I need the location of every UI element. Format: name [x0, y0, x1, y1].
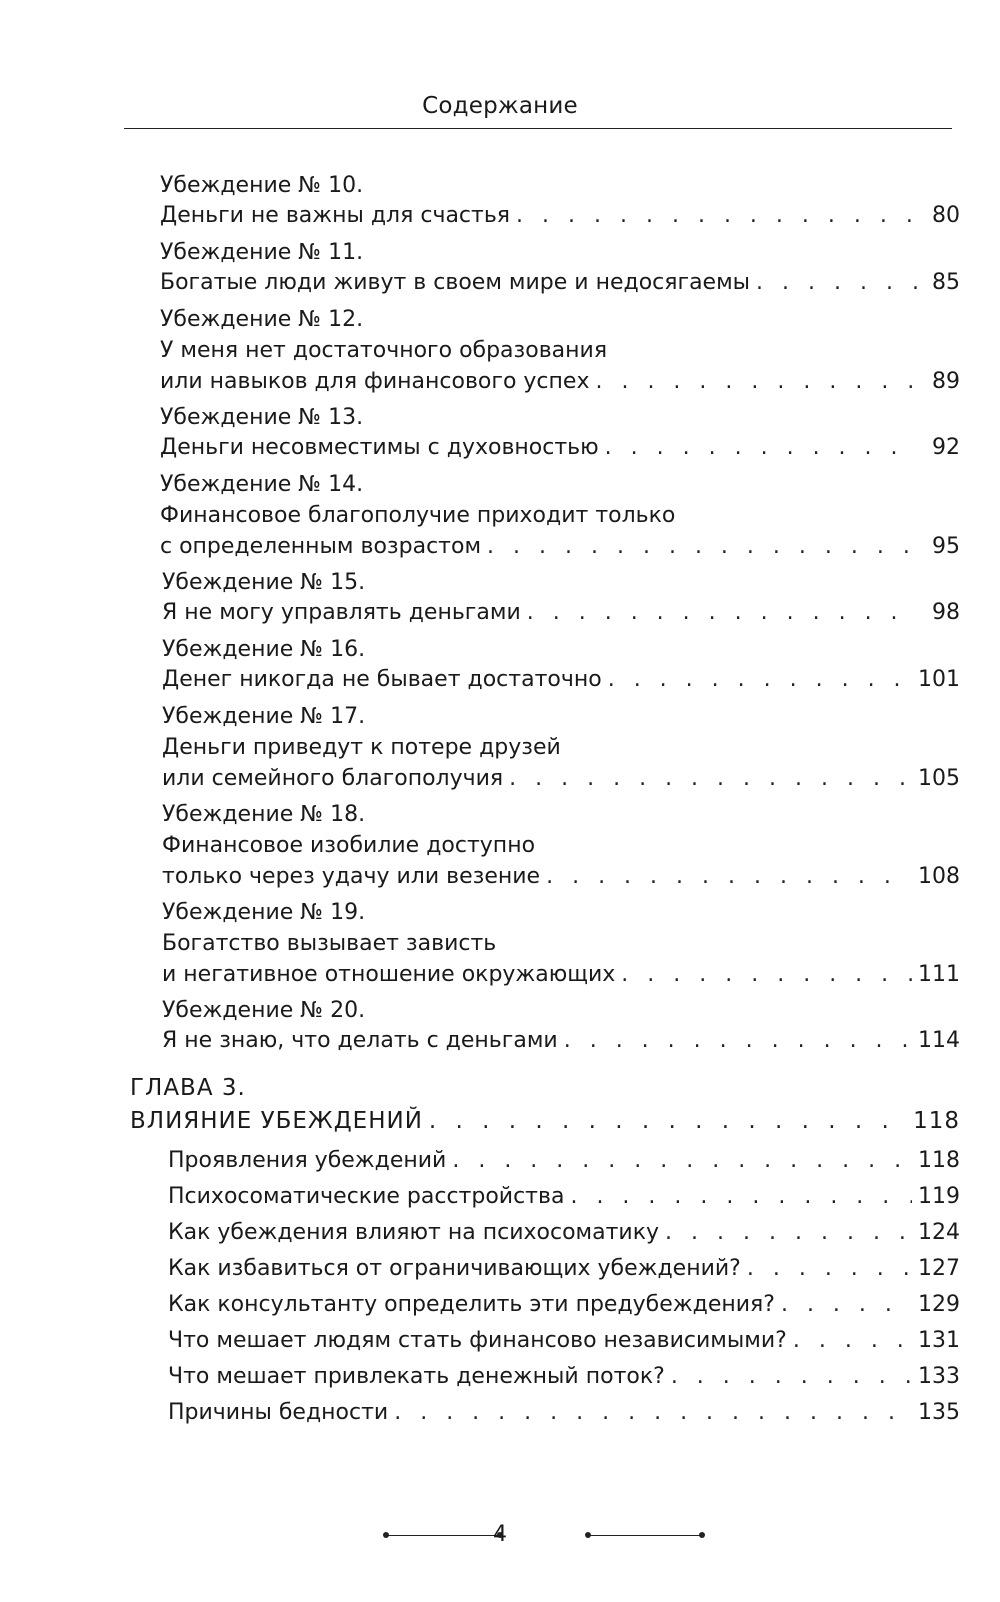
dot-leader: [546, 862, 912, 892]
toc-entry[interactable]: [160, 201, 960, 231]
dot-leader: [605, 433, 918, 463]
toc-entry-page: 92: [932, 435, 960, 460]
toc-entry: [160, 305, 960, 335]
toc-entry-page: 105: [918, 766, 960, 791]
toc-entry-title: или семейного благополучия: [162, 766, 504, 791]
toc-subentry[interactable]: [168, 1182, 960, 1212]
dot-leader: [516, 201, 918, 231]
toc-entry: [162, 996, 960, 1026]
dot-leader: [793, 1326, 912, 1356]
toc-entry-title: Я не могу управлять деньгами: [162, 600, 521, 625]
dot-leader: [527, 598, 918, 628]
toc-entry-title: Убеждение № 14.: [160, 472, 364, 497]
toc-entry: [160, 336, 960, 366]
toc-entry-title: Убеждение № 15.: [162, 570, 366, 595]
toc-entry-title: Психосоматические расстройства: [168, 1184, 565, 1209]
dot-leader: [394, 1398, 912, 1428]
toc-entry: [160, 470, 960, 500]
dot-leader: [595, 367, 918, 397]
toc-entry-title: с определенным возрастом: [160, 534, 482, 559]
toc-subentry[interactable]: [168, 1146, 960, 1176]
toc-entry[interactable]: [162, 960, 960, 990]
toc-entry-title: Финансовое благополучие приходит только: [160, 503, 676, 528]
toc-entry-title: или навыков для финансового успех: [160, 369, 590, 394]
toc-entry: [162, 733, 960, 763]
toc-entry-page: 95: [932, 534, 960, 559]
toc-entry-page: 133: [918, 1364, 960, 1389]
toc-entry-title: Убеждение № 17.: [162, 704, 366, 729]
toc-entry-title: только через удачу или везение: [162, 864, 541, 889]
toc-entry-title: Убеждение № 19.: [162, 900, 366, 925]
toc-entry-page: 89: [932, 369, 960, 394]
chapter-title: ВЛИЯНИЕ УБЕЖДЕНИЙ: [130, 1108, 423, 1134]
header-rule: [124, 128, 952, 129]
dot-leader: [487, 532, 918, 562]
toc-entry: [162, 800, 960, 830]
toc-entry-title: Убеждение № 20.: [162, 998, 366, 1023]
toc-entry-title: Убеждение № 12.: [160, 307, 364, 332]
toc-entry-page: 131: [918, 1328, 960, 1353]
toc-entry[interactable]: [162, 665, 960, 695]
toc-entry-title: Деньги не важны для счастья: [160, 203, 511, 228]
toc-entry-title: У меня нет достаточного образования: [160, 338, 608, 363]
toc-entry-title: Финансовое изобилие доступно: [162, 833, 536, 858]
toc-entry-page: 108: [918, 864, 960, 889]
toc-entry-title: Богатство вызывает зависть: [162, 931, 497, 956]
toc-entry[interactable]: [162, 862, 960, 892]
dot-leader: [665, 1218, 912, 1248]
toc-entry: [160, 501, 960, 531]
toc-entry: [162, 929, 960, 959]
dot-leader: [570, 1182, 912, 1212]
toc-subentry[interactable]: [168, 1254, 960, 1284]
toc-entry-title: Проявления убеждений: [168, 1148, 447, 1173]
toc-entry[interactable]: [160, 367, 960, 397]
toc-entry-page: 118: [918, 1148, 960, 1173]
dot-leader: [452, 1146, 912, 1176]
toc-entry-title: Что мешает привлекать денежный поток?: [168, 1364, 665, 1389]
dot-leader: [621, 960, 912, 990]
toc-entry-title: Богатые люди живут в своем мире и недосягаемы: [160, 270, 751, 295]
toc-entry-page: 114: [918, 1028, 960, 1053]
chapter-title-entry[interactable]: [130, 1106, 960, 1136]
toc-entry-title: Убеждение № 13.: [160, 405, 364, 430]
toc-entry[interactable]: [162, 764, 960, 794]
toc-entry-title: Я не знаю, что делать с деньгами: [162, 1028, 558, 1053]
toc-entry-page: 127: [918, 1256, 960, 1281]
footer-rule-right: [590, 1535, 702, 1536]
toc-entry[interactable]: [160, 532, 960, 562]
toc-subentry[interactable]: [168, 1218, 960, 1248]
toc-entry-title: Денег никогда не бывает достаточно: [162, 667, 602, 692]
toc-entry-page: 101: [918, 667, 960, 692]
toc-entry-title: Убеждение № 11.: [160, 240, 364, 265]
toc-entry: [162, 568, 960, 598]
toc-entry[interactable]: [162, 1026, 960, 1056]
toc-entry-title: Деньги несовместимы с духовностью: [160, 435, 599, 460]
toc-entry-page: 118: [913, 1108, 960, 1134]
toc-subentry[interactable]: [168, 1362, 960, 1392]
toc-entry-title: Как убеждения влияют на психосоматику: [168, 1220, 660, 1245]
running-head: Содержание: [422, 93, 578, 119]
toc-entry-title: Как избавиться от ограничивающих убеждений?: [168, 1256, 741, 1281]
dot-leader: [429, 1106, 907, 1136]
toc-entry-title: и негативное отношение окружающих: [162, 962, 616, 987]
toc-entry-page: 129: [918, 1292, 960, 1317]
toc-entry-page: 111: [918, 962, 960, 987]
toc-entry-title: Как консультанту определить эти предубеждения?: [168, 1292, 775, 1317]
toc-entry-title: Убеждение № 16.: [162, 637, 366, 662]
toc-entry-page: 80: [932, 203, 960, 228]
dot-leader: [509, 764, 912, 794]
page-footer: [0, 1520, 1000, 1550]
toc-entry-title: Деньги приведут к потере друзей: [162, 735, 561, 760]
toc-entry-page: 135: [918, 1400, 960, 1425]
toc-subentry[interactable]: [168, 1398, 960, 1428]
ornament-dot-icon: [699, 1532, 705, 1538]
toc-entry: [160, 403, 960, 433]
toc-entry-page: 124: [918, 1220, 960, 1245]
toc-entry: [162, 635, 960, 665]
toc-entry: [162, 702, 960, 732]
toc-entry[interactable]: [160, 433, 960, 463]
dot-leader: [564, 1026, 912, 1056]
toc-entry-page: 119: [918, 1184, 960, 1209]
toc-entry-title: Убеждение № 18.: [162, 802, 366, 827]
dot-leader: [756, 268, 918, 298]
dot-leader: [671, 1362, 912, 1392]
dot-leader: [747, 1254, 912, 1284]
toc-subentry[interactable]: [168, 1290, 960, 1320]
dot-leader: [608, 665, 912, 695]
toc-entry: [162, 831, 960, 861]
toc-entry-title: Причины бедности: [168, 1400, 389, 1425]
dot-leader: [781, 1290, 912, 1320]
toc-entry-page: 98: [932, 600, 960, 625]
toc-entry-page: 85: [932, 270, 960, 295]
chapter-heading: [130, 1073, 960, 1103]
toc-entry-title: Что мешает людям стать финансово независимыми?: [168, 1328, 787, 1353]
toc-entry: [160, 238, 960, 268]
toc-entry: [160, 171, 960, 201]
toc-entry[interactable]: [162, 598, 960, 628]
toc-subentry[interactable]: [168, 1326, 960, 1356]
page-number: 4: [493, 1522, 507, 1547]
chapter-label: ГЛАВА 3.: [130, 1075, 246, 1101]
toc-entry: [162, 898, 960, 928]
toc-entry[interactable]: [160, 268, 960, 298]
toc-entry-title: Убеждение № 10.: [160, 173, 364, 198]
